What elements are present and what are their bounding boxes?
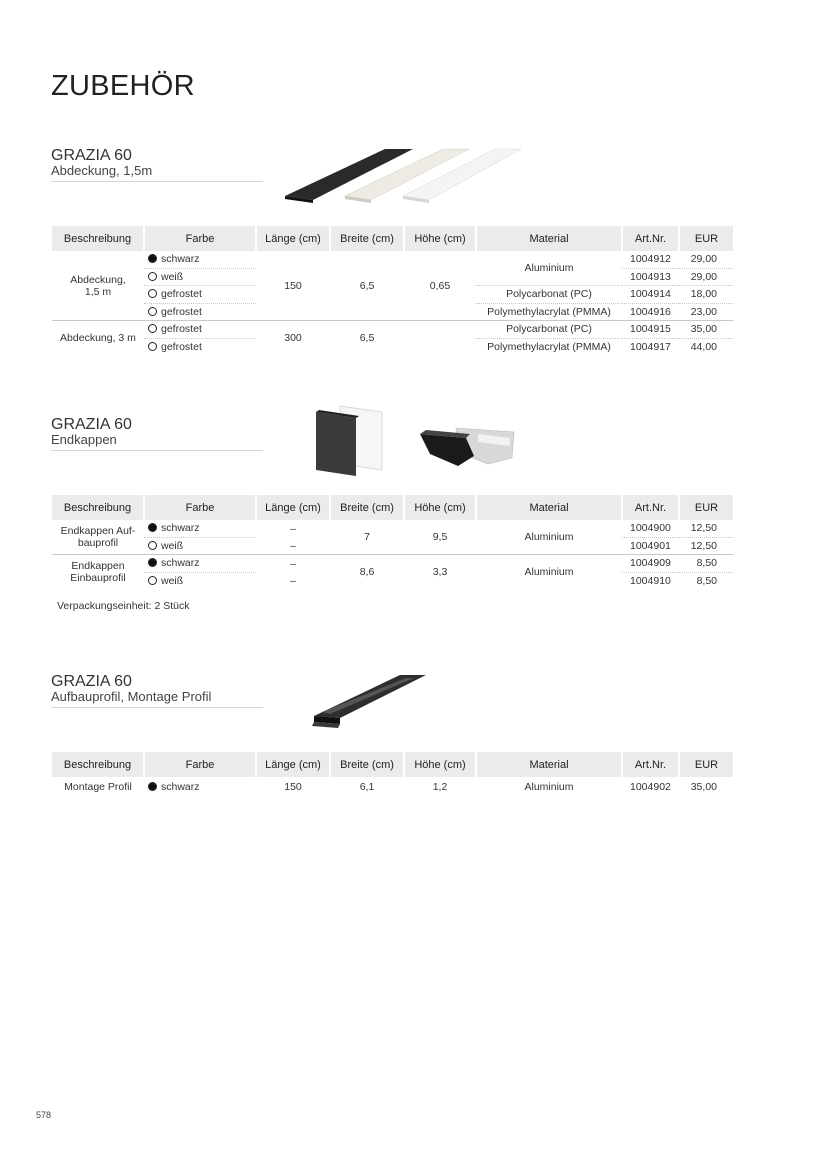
color-dot-white-icon	[148, 289, 157, 298]
cell-artnr: 1004909	[622, 555, 679, 573]
cell-breite: 6,5	[359, 332, 375, 344]
cell-eur: 8,50	[696, 574, 717, 587]
spec-table-abdeckung	[52, 226, 733, 355]
cell-farbe: gefrostet	[144, 321, 256, 339]
table-row	[52, 251, 733, 268]
col-header-beschreibung: Beschreibung	[52, 752, 144, 777]
cell-breite: 8,6	[359, 566, 375, 578]
cell-material: Aluminium	[524, 781, 574, 793]
col-header-laenge: Länge (cm)	[256, 226, 330, 251]
col-header-eur: EUR	[679, 752, 733, 777]
cell-artnr: 1004910	[630, 574, 671, 587]
cell-farbe: schwarz	[144, 251, 256, 268]
cell-beschreibung: Endkappen Einbauprofil	[70, 560, 126, 584]
cell-laenge: –	[256, 537, 330, 555]
col-header-laenge: Länge (cm)	[256, 752, 330, 777]
cell-hoehe: 3,3	[432, 566, 448, 578]
col-header-material: Material	[476, 752, 622, 777]
col-header-artnr: Art.Nr.	[622, 495, 679, 520]
cell-farbe: weiß	[144, 572, 256, 589]
col-header-farbe: Farbe	[144, 495, 256, 520]
section-subtitle: Abdeckung, 1,5m	[51, 163, 153, 178]
col-header-breite: Breite (cm)	[330, 226, 404, 251]
cell-artnr: 1004913	[622, 268, 679, 286]
col-header-hoehe: Höhe (cm)	[404, 226, 476, 251]
section-title: GRAZIA 60	[51, 147, 132, 164]
cell-eur: 29,00	[679, 268, 733, 286]
cell-eur: 23,00	[679, 303, 733, 321]
col-header-hoehe: Höhe (cm)	[404, 752, 476, 777]
col-header-eur: EUR	[679, 226, 733, 251]
cell-artnr: 1004915	[622, 321, 679, 339]
cell-breite: 6,5	[330, 251, 404, 321]
col-header-artnr: Art.Nr.	[622, 752, 679, 777]
cell-laenge: –	[290, 557, 296, 570]
cell-farbe: schwarz	[144, 555, 256, 573]
cell-beschreibung: Endkappen Auf-bauprofil	[52, 520, 144, 555]
color-dot-black-icon	[148, 254, 157, 263]
col-header-farbe: Farbe	[144, 752, 256, 777]
spec-table-montage-profil	[52, 752, 733, 797]
cell-material: Aluminium	[524, 566, 574, 578]
cell-farbe: schwarz	[144, 520, 256, 537]
cell-farbe: schwarz	[144, 777, 256, 797]
packaging-note: Verpackungseinheit: 2 Stück	[57, 600, 190, 612]
color-dot-white-icon	[148, 342, 157, 351]
cell-laenge: –	[290, 574, 296, 587]
section-title: GRAZIA 60	[51, 416, 132, 433]
col-header-breite: Breite (cm)	[330, 495, 404, 520]
col-header-beschreibung: Beschreibung	[52, 226, 144, 251]
cell-artnr: 1004916	[622, 303, 679, 321]
product-image-montage-profil	[308, 672, 432, 732]
product-image-abdeckung	[285, 146, 525, 206]
table-row	[52, 555, 733, 573]
col-header-artnr: Art.Nr.	[622, 226, 679, 251]
cell-eur: 12,50	[679, 520, 733, 537]
cell-eur: 18,00	[679, 286, 733, 304]
section-subtitle: Endkappen	[51, 432, 117, 447]
cell-material: Aluminium	[476, 251, 622, 286]
cell-beschreibung: Montage Profil	[64, 781, 132, 793]
cell-hoehe: 0,65	[404, 251, 476, 321]
cell-laenge: –	[290, 522, 296, 535]
cell-eur: 35,00	[679, 321, 733, 339]
col-header-hoehe: Höhe (cm)	[404, 495, 476, 520]
section-title: GRAZIA 60	[51, 673, 132, 690]
cell-hoehe	[404, 321, 476, 356]
color-dot-black-icon	[148, 558, 157, 567]
col-header-breite: Breite (cm)	[330, 752, 404, 777]
col-header-farbe: Farbe	[144, 226, 256, 251]
cell-breite: 6,1	[359, 781, 375, 793]
cell-breite: 7	[330, 520, 404, 555]
cell-hoehe: 9,5	[404, 520, 476, 555]
col-header-laenge: Länge (cm)	[256, 495, 330, 520]
cell-farbe: weiß	[144, 537, 256, 555]
col-header-eur: EUR	[679, 495, 733, 520]
color-dot-black-icon	[148, 523, 157, 532]
col-header-material: Material	[476, 226, 622, 251]
section-header-abdeckung	[51, 147, 263, 182]
cell-eur: 8,50	[679, 555, 733, 573]
cell-artnr: 1004900	[622, 520, 679, 537]
cell-farbe: weiß	[144, 268, 256, 286]
table-row	[52, 520, 733, 537]
cell-artnr: 1004912	[622, 251, 679, 268]
col-header-beschreibung: Beschreibung	[52, 495, 144, 520]
cell-artnr: 1004901	[622, 537, 679, 555]
color-dot-white-icon	[148, 541, 157, 550]
table-row	[52, 777, 733, 797]
color-dot-white-icon	[148, 324, 157, 333]
color-dot-white-icon	[148, 576, 157, 585]
product-image-endkappe-profile	[418, 422, 518, 472]
cell-material: Aluminium	[476, 520, 622, 555]
color-dot-white-icon	[148, 307, 157, 316]
col-header-material: Material	[476, 495, 622, 520]
cell-hoehe: 1,2	[432, 781, 448, 793]
product-image-endkappe-plate	[312, 404, 392, 480]
cell-eur: 12,50	[679, 537, 733, 555]
cell-material: Polymethylacrylat (PMMA)	[476, 303, 622, 321]
cell-laenge: 150	[256, 251, 330, 321]
cell-beschreibung: Abdeckung, 3 m	[60, 332, 136, 344]
color-dot-white-icon	[148, 272, 157, 281]
cell-material: Polycarbonat (PC)	[476, 286, 622, 304]
cell-artnr: 1004914	[622, 286, 679, 304]
cell-material: Polymethylacrylat (PMMA)	[487, 340, 611, 353]
cell-artnr: 1004902	[630, 781, 671, 793]
section-header-endkappen	[51, 416, 263, 451]
page-title: ZUBEHÖR	[51, 70, 195, 102]
cell-farbe: gefrostet	[144, 286, 256, 304]
cell-laenge: 150	[284, 781, 302, 793]
table-row	[52, 321, 733, 339]
cell-artnr: 1004917	[630, 340, 671, 353]
color-dot-black-icon	[148, 782, 157, 791]
cell-farbe: gefrostet	[144, 303, 256, 321]
section-subtitle: Aufbauprofil, Montage Profil	[51, 689, 212, 704]
cell-laenge: 300	[284, 332, 302, 344]
cell-eur: 35,00	[690, 781, 717, 793]
cell-eur: 44,00	[690, 340, 717, 353]
cell-eur: 29,00	[679, 251, 733, 268]
spec-table-endkappen	[52, 495, 733, 589]
cell-material: Polycarbonat (PC)	[476, 321, 622, 339]
cell-beschreibung: Abdeckung, 1,5 m	[52, 251, 144, 321]
section-header-montage-profil	[51, 673, 263, 708]
page-number: 578	[36, 1110, 52, 1120]
cell-farbe: gefrostet	[144, 338, 256, 355]
